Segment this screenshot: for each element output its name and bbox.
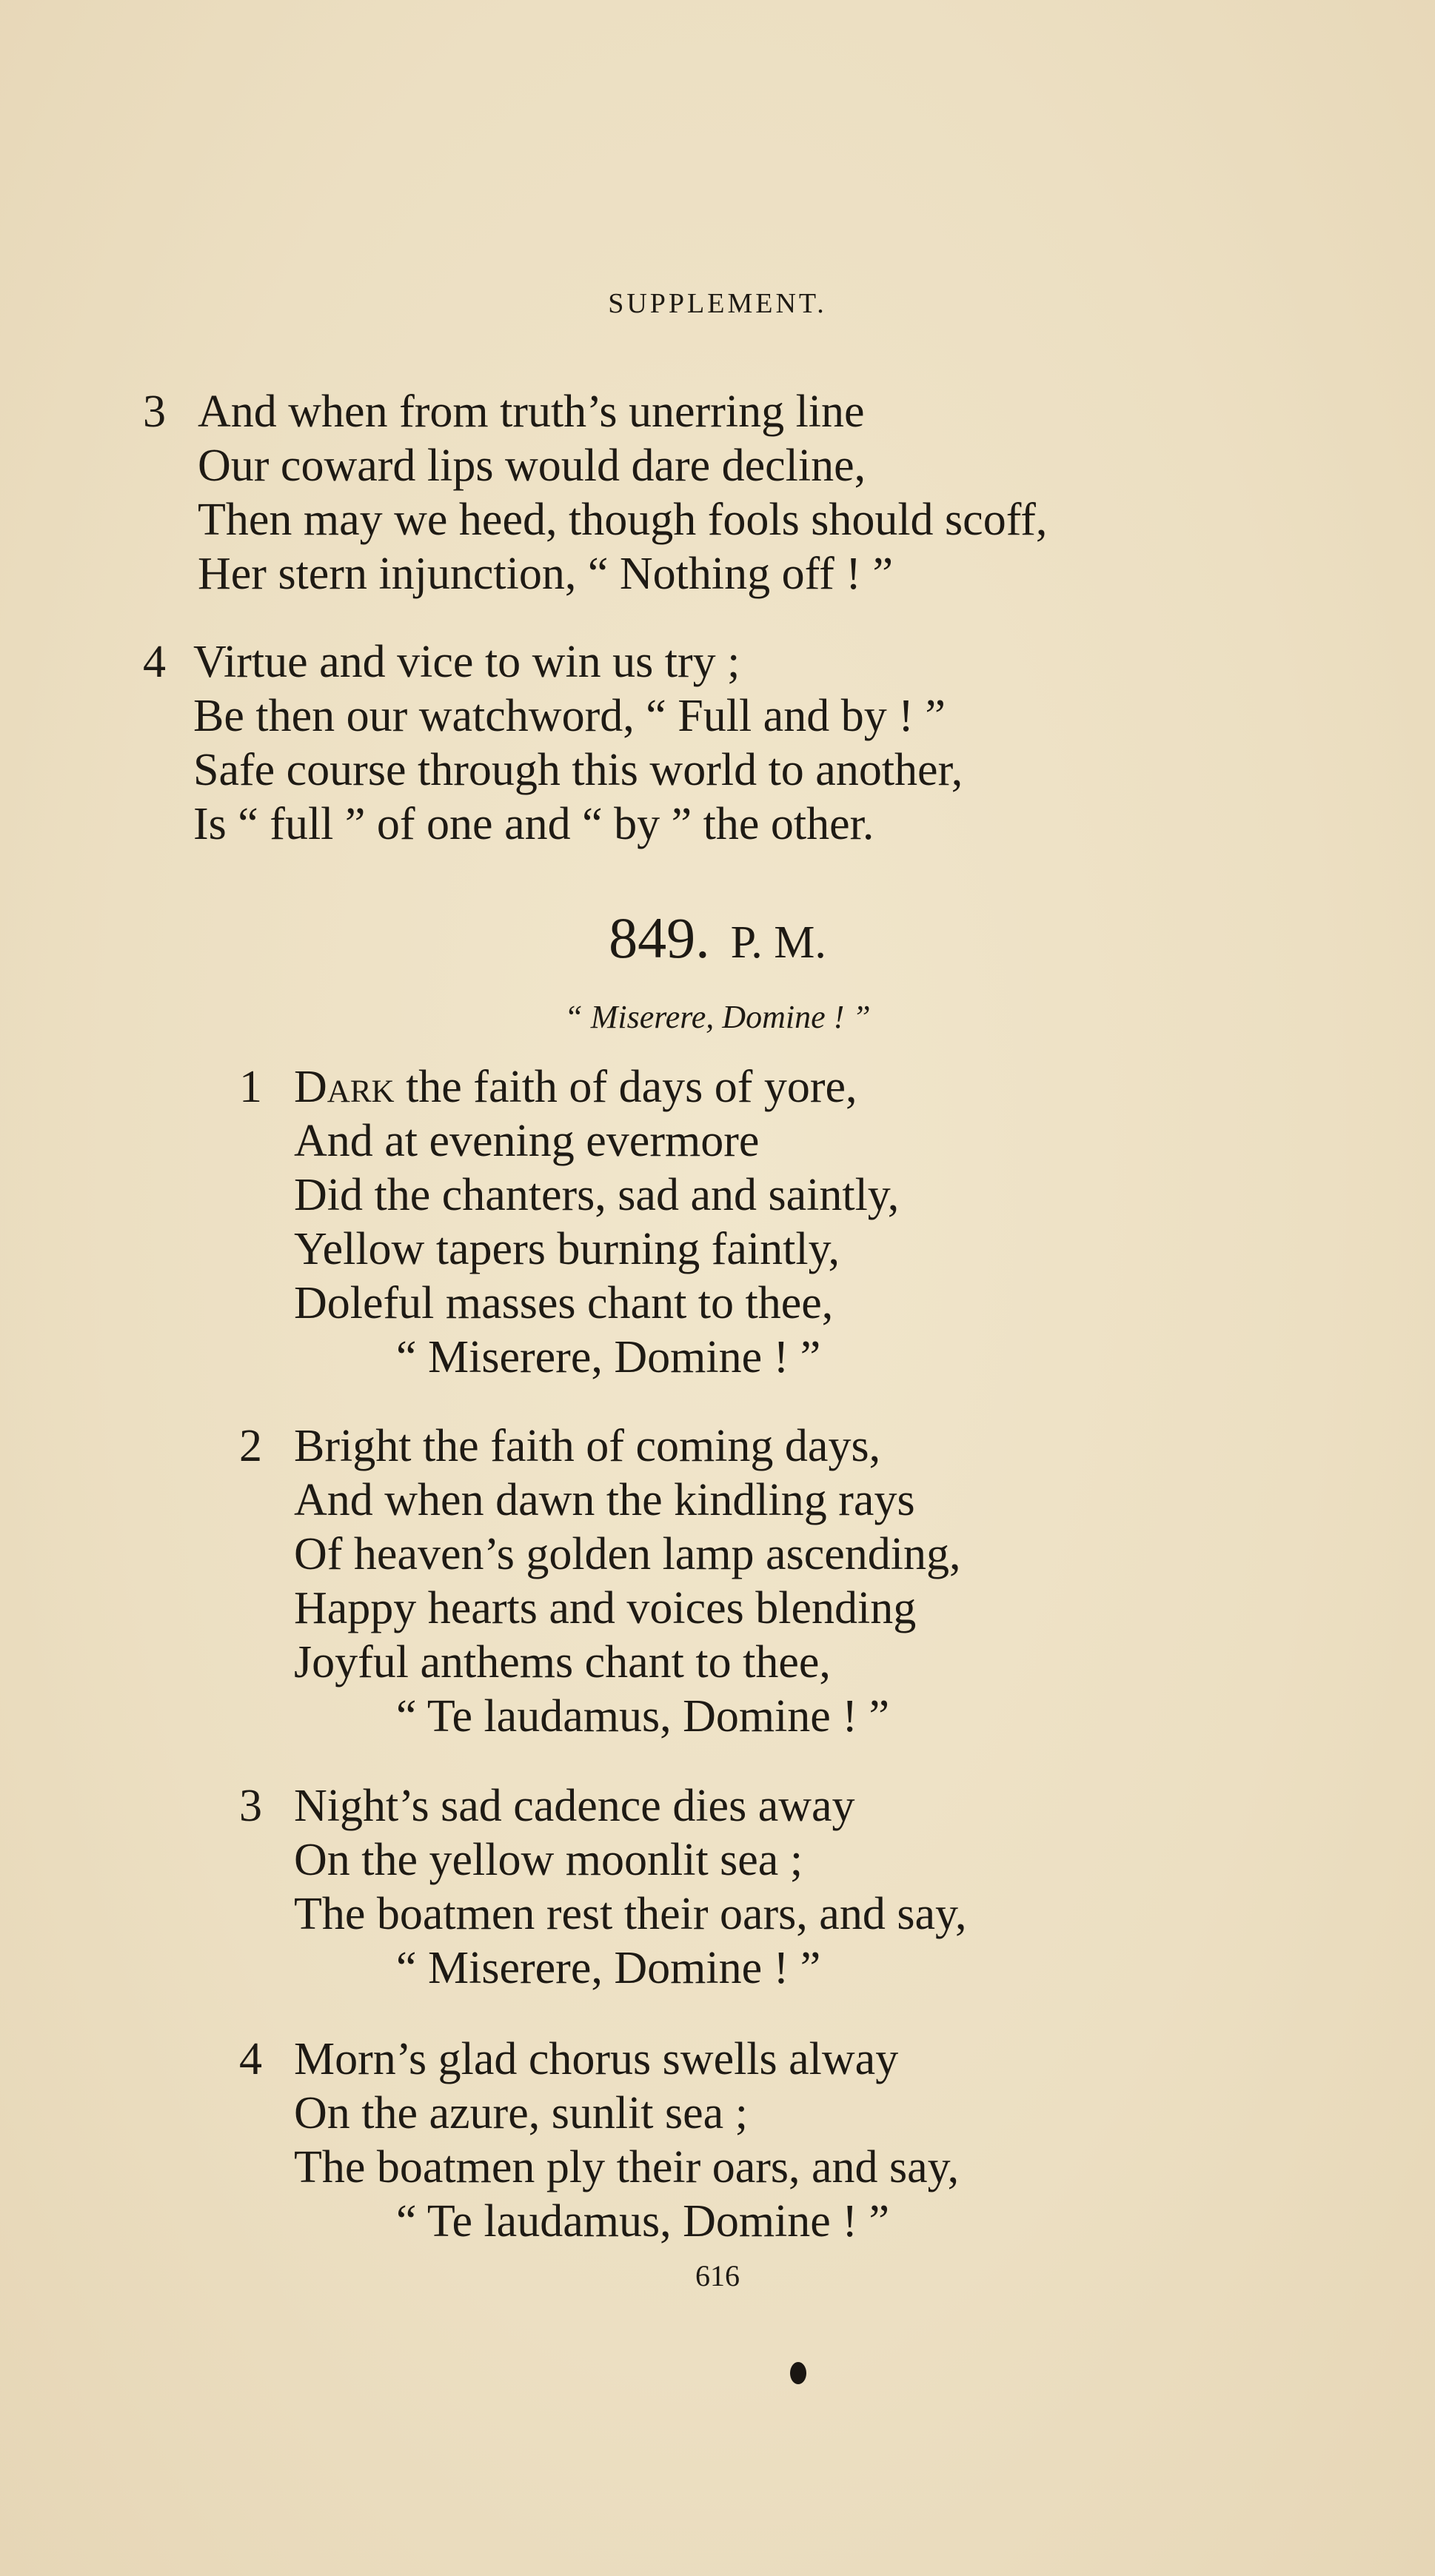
- verse-text: And when from truth’s unerring line: [198, 387, 865, 437]
- verse-text: Then may we heed, though fools should scoff,: [198, 495, 1048, 545]
- initial-word: Dark: [294, 1062, 395, 1112]
- verse-line: [143, 797, 963, 852]
- verse-text: Doleful masses chant to thee,: [294, 1278, 834, 1328]
- verse-line: [239, 1060, 899, 1114]
- verse-text: The boatmen ply their oars, and say,: [294, 2142, 960, 2192]
- hymn-stanza-2: [239, 1419, 960, 1744]
- stanza-number: 3: [239, 1781, 262, 1831]
- refrain-line: [239, 1690, 960, 1744]
- verse-line: [239, 2033, 959, 2087]
- ink-blot: [790, 2362, 806, 2384]
- verse-text: The boatmen rest their oars, and say,: [294, 1889, 967, 1939]
- hymn-heading: [0, 905, 1435, 976]
- hymn-stanza-3: [239, 1779, 966, 1995]
- verse-line: [239, 1419, 960, 1473]
- verse-text: Virtue and vice to win us try ;: [193, 637, 740, 687]
- stanza-number: 2: [239, 1421, 262, 1471]
- verse-line: [239, 1887, 966, 1941]
- refrain-text: “ Miserere, Domine ! ”: [396, 1943, 821, 1993]
- verse-text: Happy hearts and voices blending: [294, 1583, 917, 1633]
- verse-text: Is “ full ” of one and “ by ” the other.: [193, 799, 874, 849]
- hymn-number: 849.: [609, 906, 710, 970]
- verse-line: [143, 439, 1047, 493]
- stanza-number: 4: [143, 637, 166, 687]
- verse-text: On the yellow moonlit sea ;: [294, 1835, 803, 1885]
- verse-line: [143, 493, 1047, 547]
- stanza-number: 1: [239, 1062, 262, 1112]
- stanza-number: 4: [239, 2034, 262, 2084]
- verse-line: [143, 635, 963, 689]
- first-line-rest: the faith of days of yore,: [394, 1062, 857, 1112]
- verse-line: [239, 1779, 966, 1833]
- hymn-stanza-4: [239, 2033, 959, 2249]
- stanza-number: 3: [143, 387, 166, 437]
- verse-line: [143, 689, 963, 743]
- verse-line: [239, 1582, 960, 1636]
- refrain-line: [239, 1941, 966, 1995]
- verse-text: Did the chanters, sad and saintly,: [294, 1170, 900, 1220]
- page-number: 616: [695, 2259, 740, 2292]
- verse-text: Joyful anthems chant to thee,: [294, 1637, 831, 1687]
- running-head: SUPPLEMENT.: [608, 288, 827, 319]
- refrain-text: “ Miserere, Domine ! ”: [396, 1332, 821, 1382]
- verse-text: Night’s sad cadence dies away: [294, 1781, 855, 1831]
- verse-text: And when dawn the kindling rays: [294, 1475, 915, 1525]
- prev-stanza-3: [143, 385, 1047, 601]
- verse-line: [239, 1222, 899, 1277]
- verse-line: [239, 2141, 959, 2195]
- verse-text: Safe course through this world to another,: [193, 745, 963, 795]
- verse-text: Be then our watchword, “ Full and by ! ”: [193, 691, 946, 741]
- verse-text: Of heaven’s golden lamp ascending,: [294, 1529, 961, 1579]
- verse-line: [239, 1168, 899, 1222]
- verse-line: [143, 547, 1047, 601]
- verse-text: Morn’s glad chorus swells alway: [294, 2034, 899, 2084]
- verse-text: Bright the faith of coming days,: [294, 1421, 881, 1471]
- hymn-stanza-1: [239, 1060, 899, 1385]
- verse-line: [143, 743, 963, 797]
- verse-line: [239, 1528, 960, 1582]
- verse-line: [239, 2087, 959, 2141]
- verse-text: And at evening evermore: [294, 1116, 760, 1166]
- refrain-text: “ Te laudamus, Domine ! ”: [396, 2196, 889, 2247]
- verse-text: Our coward lips would dare decline,: [198, 441, 866, 491]
- verse-text: Yellow tapers burning faintly,: [294, 1224, 840, 1274]
- verse-line: [239, 1636, 960, 1690]
- refrain-line: [239, 2195, 959, 2249]
- verse-text: Her stern injunction, “ Nothing off ! ”: [198, 549, 893, 599]
- verse-line: [239, 1473, 960, 1528]
- prev-stanza-4: [143, 635, 963, 852]
- refrain-line: [239, 1331, 899, 1385]
- verse-text: On the azure, sunlit sea ;: [294, 2088, 748, 2138]
- verse-line: [239, 1833, 966, 1887]
- verse-line: [239, 1114, 899, 1168]
- verse-text: [239, 1062, 857, 1112]
- verse-line: [143, 385, 1047, 439]
- hymn-epigraph: “ Miserere, Domine ! ”: [564, 999, 871, 1035]
- refrain-text: “ Te laudamus, Domine ! ”: [396, 1691, 889, 1742]
- hymn-meter: P. M.: [730, 917, 826, 968]
- verse-line: [239, 1277, 899, 1331]
